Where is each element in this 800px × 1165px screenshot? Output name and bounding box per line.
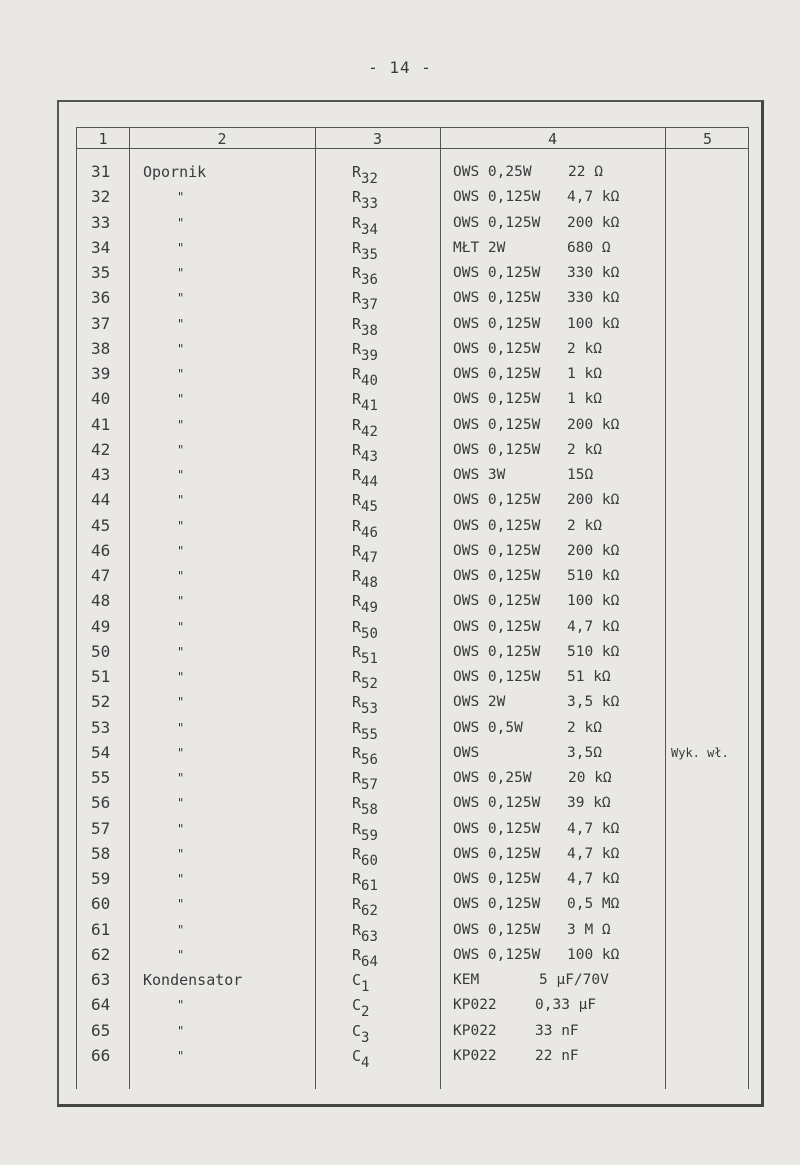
row-number: 32 (91, 187, 111, 207)
part-type: OWS 0,125W (453, 618, 541, 635)
part-symbol (352, 792, 378, 819)
part-symbol (352, 388, 378, 415)
table-row (77, 717, 748, 742)
part-value: 330 kΩ (567, 265, 620, 281)
part-value: 100 kΩ (567, 946, 620, 963)
symbol-index: 44 (361, 474, 378, 490)
table-row (77, 414, 748, 439)
part-name: " (177, 745, 185, 760)
symbol-letter: R (352, 794, 362, 813)
row-number: 42 (91, 439, 111, 459)
symbol-index: 34 (361, 221, 378, 238)
symbol-index: 1 (361, 979, 370, 995)
part-type: OWS 0,125W (453, 416, 541, 433)
symbol-index: 60 (361, 852, 378, 869)
part-type: OWS 0,25W (453, 164, 532, 180)
symbol-letter: R (352, 870, 362, 888)
part-type: MŁT 2W (453, 239, 506, 256)
part-type: OWS 0,125W (453, 340, 541, 357)
column-header-4: 4 (547, 130, 558, 148)
table-row (77, 161, 748, 186)
table-row (77, 489, 748, 514)
symbol-letter: C (352, 1046, 362, 1065)
part-name: " (177, 543, 185, 558)
symbol-index: 51 (361, 650, 378, 667)
part-type: OWS 0,125W (453, 189, 541, 206)
row-number: 51 (91, 667, 111, 686)
part-type: OWS 3W (453, 467, 506, 483)
part-type: OWS 0,125W (453, 921, 541, 938)
symbol-index: 53 (361, 701, 378, 718)
table-row (77, 641, 748, 666)
row-number: 60 (91, 894, 111, 914)
symbol-letter: R (352, 592, 362, 611)
part-value: 39 kΩ (567, 795, 611, 812)
symbol-letter: C (352, 971, 362, 989)
symbol-index: 48 (361, 575, 378, 591)
table-row (77, 1045, 748, 1070)
part-symbol (352, 994, 370, 1021)
symbol-index: 37 (361, 297, 378, 314)
symbol-index: 43 (361, 448, 378, 465)
part-value: 4,7 kΩ (567, 618, 620, 635)
symbol-letter: R (352, 188, 362, 207)
part-type: OWS 2W (453, 694, 506, 711)
row-number: 33 (91, 212, 111, 232)
part-symbol (352, 212, 378, 238)
symbol-letter: R (352, 365, 362, 383)
part-symbol (352, 515, 378, 541)
part-symbol (352, 1045, 370, 1071)
symbol-index: 64 (361, 953, 378, 970)
part-remark: Wyk. wł. (671, 745, 729, 760)
part-type: KEM (453, 972, 480, 988)
symbol-letter: R (352, 693, 362, 712)
row-number: 53 (91, 717, 111, 737)
part-symbol (352, 843, 378, 869)
table-row (77, 388, 748, 413)
table-row (77, 212, 748, 237)
row-number: 37 (91, 313, 111, 333)
row-number: 52 (91, 692, 111, 712)
row-number: 38 (91, 338, 111, 358)
table-row (77, 540, 748, 565)
table-row (77, 186, 748, 211)
table-row (77, 969, 748, 994)
part-value: 1 kΩ (567, 366, 602, 382)
row-number: 56 (91, 793, 111, 813)
table-row (77, 338, 748, 363)
table-row (77, 1020, 748, 1045)
part-value: 22 nF (535, 1047, 579, 1064)
symbol-letter: R (352, 642, 362, 661)
table-row (77, 262, 748, 287)
part-type: OWS 0,125W (453, 391, 541, 408)
part-value: 4,7 kΩ (567, 189, 620, 206)
part-value: 4,7 kΩ (567, 820, 620, 837)
table-row (77, 893, 748, 918)
part-symbol (352, 338, 378, 364)
part-name: " (177, 644, 185, 659)
symbol-index: 45 (361, 499, 378, 516)
part-name: " (177, 215, 185, 230)
part-value: 1 kΩ (567, 391, 602, 408)
part-type: OWS 0,125W (453, 265, 541, 281)
part-value: 0,33 µF (535, 997, 597, 1014)
part-value: 0,5 MΩ (567, 896, 620, 913)
part-symbol (352, 464, 378, 490)
table-row (77, 237, 748, 262)
symbol-letter: R (352, 516, 362, 535)
symbol-letter: R (352, 314, 362, 333)
part-name: " (177, 998, 185, 1013)
part-name: " (177, 897, 185, 912)
part-value: 22 Ω (568, 164, 603, 180)
part-value: 51 kΩ (567, 669, 611, 685)
row-number: 59 (91, 869, 111, 888)
symbol-index: 42 (361, 423, 378, 440)
part-name: " (177, 872, 185, 886)
row-number: 48 (91, 591, 111, 611)
part-name: " (177, 392, 185, 407)
table-row (77, 742, 748, 767)
symbol-index: 52 (361, 676, 378, 692)
part-name: " (177, 367, 185, 381)
symbol-index: 38 (361, 322, 378, 339)
symbol-index: 63 (361, 928, 378, 945)
part-value: 2 kΩ (567, 517, 602, 534)
part-name: " (177, 695, 185, 710)
part-type: OWS 0,125W (453, 315, 541, 332)
symbol-index: 36 (361, 272, 378, 288)
part-value: 3 M Ω (567, 921, 611, 938)
row-number: 63 (91, 970, 111, 989)
part-name: " (177, 341, 185, 356)
page-number: - 14 - (368, 58, 432, 77)
row-number: 64 (91, 995, 111, 1015)
part-name: " (177, 619, 185, 634)
part-type: OWS 0,125W (453, 845, 541, 862)
symbol-index: 55 (361, 726, 378, 743)
part-type: OWS 0,125W (453, 290, 541, 307)
part-symbol (352, 414, 378, 440)
row-number: 49 (91, 616, 111, 636)
row-number: 66 (91, 1045, 111, 1065)
symbol-index: 50 (361, 625, 378, 642)
symbol-letter: R (352, 390, 362, 409)
part-symbol (352, 540, 378, 566)
part-name: " (177, 796, 185, 811)
part-type: OWS 0,125W (453, 542, 541, 559)
part-value: 330 kΩ (567, 290, 620, 307)
table-row (77, 515, 748, 540)
table-row (77, 868, 748, 893)
symbol-index: 32 (361, 171, 378, 187)
row-number: 35 (91, 263, 111, 282)
symbol-index: 4 (361, 1054, 370, 1071)
row-number: 36 (91, 288, 111, 308)
part-value: 2 kΩ (567, 340, 602, 357)
part-value: 200 kΩ (567, 492, 620, 509)
table-row (77, 691, 748, 716)
part-value: 33 nF (535, 1022, 579, 1039)
part-type: KP022 (453, 1047, 497, 1064)
row-number: 39 (91, 364, 111, 383)
part-name: " (177, 670, 185, 684)
table-row (77, 439, 748, 464)
symbol-index: 46 (361, 524, 378, 541)
symbol-letter: R (352, 466, 362, 484)
part-type: OWS 0,125W (453, 643, 541, 660)
table-row (77, 919, 748, 944)
column-header-2: 2 (217, 130, 227, 148)
row-number: 43 (91, 465, 111, 484)
symbol-index: 59 (361, 827, 378, 844)
part-name: " (177, 442, 185, 457)
table-row (77, 287, 748, 312)
part-symbol (352, 691, 378, 718)
symbol-letter: R (352, 238, 362, 257)
part-name: " (177, 518, 185, 533)
symbol-letter: R (352, 264, 362, 282)
header-divider (77, 148, 748, 149)
part-type: OWS (453, 744, 480, 761)
table-row (77, 944, 748, 969)
table-row (77, 843, 748, 868)
symbol-index: 39 (361, 347, 378, 364)
part-symbol (352, 919, 378, 945)
part-symbol (352, 1020, 370, 1046)
part-symbol (352, 287, 378, 314)
row-number: 47 (91, 566, 111, 585)
part-type: OWS 0,125W (453, 669, 541, 685)
part-name: " (177, 291, 185, 306)
symbol-index: 56 (361, 751, 378, 768)
part-value: 200 kΩ (567, 214, 620, 231)
row-number: 55 (91, 768, 111, 787)
symbol-letter: R (352, 163, 362, 181)
part-name: " (177, 846, 185, 861)
part-symbol (352, 237, 378, 263)
part-name: " (177, 468, 185, 482)
symbol-index: 57 (361, 777, 378, 793)
part-value: 510 kΩ (567, 643, 620, 660)
part-type: OWS 0,125W (453, 366, 541, 382)
part-value: 680 Ω (567, 239, 611, 256)
part-symbol (352, 717, 378, 743)
symbol-index: 2 (361, 1004, 370, 1021)
part-symbol (352, 641, 378, 667)
part-type: OWS 0,125W (453, 896, 541, 913)
part-name: " (177, 594, 185, 609)
symbol-letter: R (352, 440, 362, 459)
table-row (77, 590, 748, 615)
part-name: " (177, 771, 185, 785)
part-type: OWS 0,25W (453, 770, 532, 786)
part-name: " (177, 493, 185, 508)
part-symbol (352, 818, 378, 844)
symbol-letter: R (352, 491, 362, 510)
symbol-index: 58 (361, 802, 378, 819)
part-symbol (352, 893, 378, 920)
row-number: 40 (91, 389, 111, 409)
part-symbol (352, 439, 378, 465)
row-number: 45 (91, 515, 111, 535)
part-value: 2 kΩ (567, 441, 602, 458)
parts-table (76, 127, 749, 1089)
part-name: " (177, 266, 185, 280)
table-row (77, 994, 748, 1019)
part-value: 100 kΩ (567, 315, 620, 332)
symbol-letter: R (352, 541, 362, 560)
part-type: OWS 0,125W (453, 795, 541, 812)
symbol-letter: R (352, 567, 362, 585)
symbol-letter: R (352, 920, 362, 939)
part-symbol (352, 186, 378, 213)
part-value: 100 kΩ (567, 593, 620, 610)
symbol-letter: R (352, 769, 362, 787)
symbol-letter: R (352, 213, 362, 232)
symbol-index: 33 (361, 196, 378, 213)
part-value: 200 kΩ (567, 542, 620, 559)
part-type: KP022 (453, 997, 497, 1014)
part-name: " (177, 240, 185, 255)
part-name: " (177, 922, 185, 937)
part-symbol (352, 313, 378, 339)
column-header-5: 5 (702, 130, 713, 148)
table-row (77, 792, 748, 817)
part-value: 3,5 kΩ (567, 694, 620, 711)
part-symbol (352, 944, 378, 970)
part-type: OWS 0,125W (453, 492, 541, 509)
part-name: " (177, 1048, 185, 1063)
part-type: OWS 0,125W (453, 871, 541, 887)
part-name: Kondensator (143, 971, 243, 989)
table-row (77, 565, 748, 590)
part-name: " (177, 947, 185, 962)
symbol-letter: R (352, 289, 362, 308)
row-number: 46 (91, 540, 111, 560)
table-row (77, 616, 748, 641)
part-name: Opornik (143, 163, 207, 181)
part-value: 4,7 kΩ (567, 845, 620, 862)
part-type: OWS 0,125W (453, 946, 541, 963)
symbol-index: 41 (361, 398, 378, 415)
symbol-letter: R (352, 945, 362, 964)
symbol-index: 3 (361, 1029, 370, 1046)
table-row (77, 818, 748, 843)
row-number: 61 (91, 919, 111, 939)
table-row (77, 313, 748, 338)
part-type: OWS 0,125W (453, 568, 541, 584)
part-name: " (177, 821, 185, 836)
part-type: OWS 0,125W (453, 593, 541, 610)
part-symbol (352, 868, 378, 894)
row-number: 31 (91, 162, 111, 181)
symbol-letter: R (352, 339, 362, 358)
symbol-letter: R (352, 895, 362, 914)
part-symbol (352, 262, 378, 288)
part-symbol (352, 969, 370, 995)
symbol-letter: R (352, 718, 362, 737)
part-value: 2 kΩ (567, 719, 602, 736)
row-number: 54 (91, 742, 111, 762)
part-symbol (352, 767, 378, 793)
row-number: 62 (91, 944, 111, 964)
part-symbol (352, 489, 378, 516)
part-symbol (352, 363, 378, 389)
part-value: 200 kΩ (567, 416, 620, 433)
column-header-1: 1 (98, 130, 108, 148)
part-type: OWS 0,125W (453, 441, 541, 458)
part-value: 3,5Ω (567, 744, 602, 761)
row-number: 50 (91, 641, 111, 661)
row-number: 44 (91, 490, 111, 510)
symbol-index: 35 (361, 246, 378, 263)
symbol-index: 61 (361, 878, 378, 894)
part-symbol (352, 590, 378, 617)
row-number: 57 (91, 818, 111, 838)
symbol-letter: C (352, 1021, 362, 1040)
row-number: 58 (91, 843, 111, 863)
part-symbol (352, 616, 378, 642)
symbol-index: 62 (361, 903, 378, 920)
part-name: " (177, 569, 185, 583)
part-value: 5 µF/70V (539, 972, 609, 988)
table-row (77, 363, 748, 388)
part-name: " (177, 720, 185, 735)
part-type: OWS 0,5W (453, 719, 523, 736)
part-name: " (177, 316, 185, 331)
part-symbol (352, 742, 378, 768)
row-number: 41 (91, 414, 111, 434)
symbol-letter: C (352, 996, 362, 1015)
table-row (77, 464, 748, 489)
symbol-index: 40 (361, 373, 378, 389)
row-number: 65 (91, 1020, 111, 1040)
part-name: " (177, 190, 185, 205)
symbol-letter: R (352, 668, 362, 686)
symbol-letter: R (352, 819, 362, 838)
symbol-index: 47 (361, 549, 378, 566)
row-number: 34 (91, 237, 111, 257)
part-symbol (352, 565, 378, 591)
part-type: OWS 0,125W (453, 517, 541, 534)
part-type: KP022 (453, 1022, 497, 1039)
part-value: 15Ω (567, 467, 594, 483)
part-name: " (177, 1023, 185, 1038)
table-row (77, 666, 748, 691)
part-value: 20 kΩ (568, 770, 612, 786)
table-row (77, 767, 748, 792)
symbol-letter: R (352, 743, 362, 762)
symbol-index: 49 (361, 600, 378, 617)
part-type: OWS 0,125W (453, 820, 541, 837)
part-value: 510 kΩ (567, 568, 620, 584)
symbol-letter: R (352, 415, 362, 434)
part-name: " (177, 417, 185, 432)
symbol-letter: R (352, 844, 362, 863)
part-value: 4,7 kΩ (567, 871, 620, 887)
symbol-letter: R (352, 617, 362, 636)
column-header-3: 3 (372, 130, 383, 148)
part-symbol (352, 161, 378, 187)
part-symbol (352, 666, 378, 692)
part-type: OWS 0,125W (453, 214, 541, 231)
